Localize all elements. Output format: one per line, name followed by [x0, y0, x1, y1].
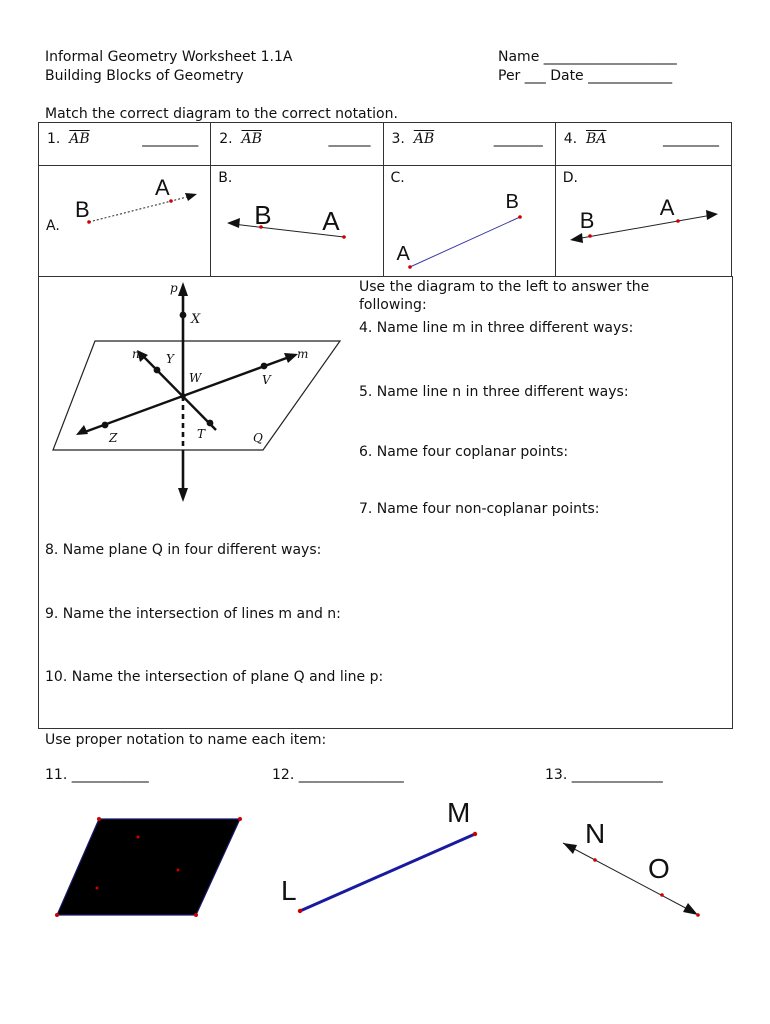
- question-8-plane-q: 8. Name plane Q in four different ways:: [45, 542, 322, 558]
- label-line-m: m: [297, 347, 309, 361]
- question-13: 13. _____________: [545, 767, 663, 783]
- diagram-b-figure: [211, 166, 383, 276]
- section2-intro-line2: following:: [359, 297, 427, 313]
- question-3-number: 3.: [391, 131, 405, 147]
- diagram-d-point-b: B: [579, 208, 595, 233]
- question-1-cell: [39, 123, 211, 166]
- diagram-d-point-a: A: [659, 195, 675, 220]
- label-point-l: L: [281, 875, 297, 906]
- question-7-noncoplanar: 7. Name four non-coplanar points:: [359, 501, 600, 517]
- diagram-a-letter: A.: [46, 218, 60, 234]
- question-4-notation: $\overline{BA}$: [586, 131, 607, 147]
- label-plane-q: Q: [253, 431, 263, 445]
- question-4-blank: ________: [663, 131, 719, 147]
- plane-figure-11: [50, 812, 246, 922]
- label-line-n: n: [132, 347, 140, 361]
- diagram-c-point-a: A: [396, 243, 410, 265]
- question-1-number: 1.: [47, 131, 61, 147]
- label-point-z: Z: [109, 431, 118, 445]
- question-3-blank: _______: [493, 131, 543, 147]
- question-2-number: 2.: [219, 131, 233, 147]
- question-3-cell: [383, 123, 555, 166]
- question-6-coplanar: 6. Name four coplanar points:: [359, 444, 569, 460]
- diagram-a-figure: [39, 166, 211, 276]
- diagram-a-point-a: A: [155, 175, 170, 200]
- diagram-a-point-b: B: [75, 197, 90, 222]
- question-9-intersection-lines: 9. Name the intersection of lines m and n:: [45, 606, 341, 622]
- question-4-number: 4.: [563, 131, 578, 147]
- section2-intro-line1: Use the diagram to the left to answer the: [359, 279, 650, 295]
- question-2-notation: $\overline{AB}$: [241, 131, 262, 147]
- question-12: 12. _______________: [272, 767, 404, 783]
- label-point-t: T: [197, 427, 206, 441]
- matching-table: [38, 122, 732, 277]
- diagram-c-letter: C.: [390, 170, 405, 186]
- question-2-blank: ______: [328, 131, 371, 147]
- segment-figure-12: [290, 825, 490, 920]
- question-4-cell: [555, 123, 731, 166]
- diagram-b-cell: [211, 166, 383, 277]
- question-1-blank: ________: [142, 131, 199, 147]
- label-line-p: p: [170, 281, 178, 295]
- diagram-b-point-a: A: [322, 206, 340, 236]
- question-4-line-m: 4. Name line m in three different ways:: [359, 320, 634, 336]
- diagram-c-cell: [383, 166, 555, 277]
- name-field: Name ___________________: [498, 49, 677, 65]
- diagram-a-cell: [39, 166, 211, 277]
- question-11: 11. ___________: [45, 767, 149, 783]
- question-3-notation: $\overline{AB}$: [413, 131, 435, 147]
- worksheet-subtitle: Building Blocks of Geometry: [45, 68, 244, 84]
- label-point-m: M: [447, 797, 471, 828]
- diagram-b-point-b: B: [254, 200, 272, 230]
- diagram-d-letter: D.: [562, 170, 578, 186]
- section3-instruction: Use proper notation to name each item:: [45, 732, 327, 748]
- diagram-b-letter: B.: [218, 170, 233, 186]
- question-2-cell: [211, 123, 383, 166]
- label-point-v: V: [262, 373, 271, 387]
- label-point-o: O: [648, 853, 670, 884]
- matching-instruction: Match the correct diagram to the correct notation.: [45, 106, 398, 122]
- question-5-line-n: 5. Name line n in three different ways:: [359, 384, 629, 400]
- question-1-notation: $\overline{AB}$: [69, 131, 90, 147]
- label-point-n: N: [585, 818, 606, 849]
- label-point-x: X: [191, 312, 201, 327]
- per-date-field: Per ___ Date ____________: [498, 68, 673, 84]
- ray-figure-13: [555, 835, 705, 925]
- question-10-intersection-plane: 10. Name the intersection of plane Q and line p:: [45, 669, 384, 685]
- diagram-c-point-b: B: [505, 191, 519, 213]
- worksheet-title: Informal Geometry Worksheet 1.1A: [45, 49, 293, 65]
- label-point-y: Y: [166, 352, 174, 366]
- label-point-w: W: [189, 371, 202, 385]
- diagram-d-cell: [555, 166, 731, 277]
